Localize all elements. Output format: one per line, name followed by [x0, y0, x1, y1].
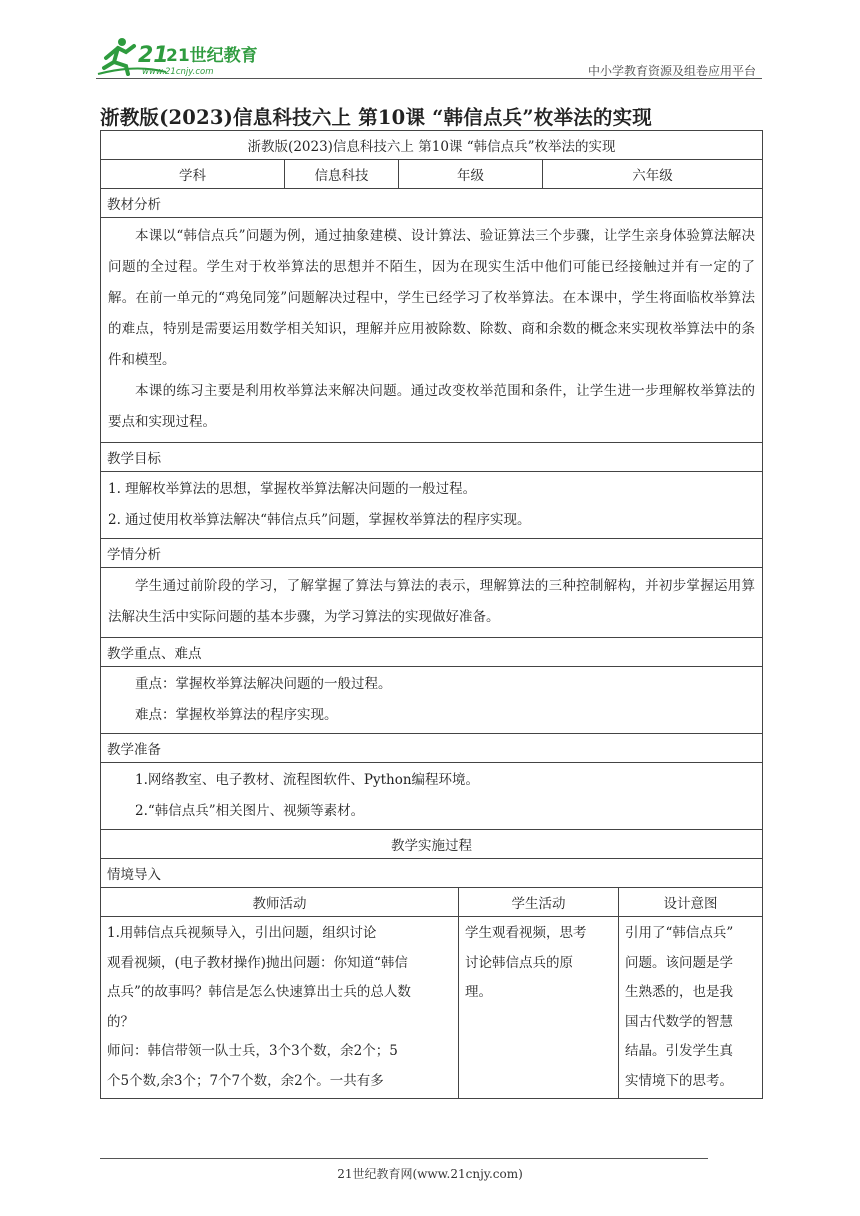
preparation-content	[101, 763, 763, 830]
document-title: 浙教版(2023)信息科技六上 第10课 “韩信点兵”枚举法的实现	[100, 106, 652, 129]
platform-name: 中小学教育资源及组卷应用平台	[587, 64, 756, 78]
section-heading-key-points: 教学重点、难点	[101, 638, 763, 667]
objective-item-2: 2. 通过使用枚举算法解决“韩信点兵”问题，掌握枚举算法的程序实现。	[108, 512, 531, 528]
textbook-paragraph-1: 本课以“韩信点兵”问题为例，通过抽象建模、设计算法、验证算法三个步骤，让学生亲身体验算法解决问题的全过程。学生对于枚举算法的思想并不陌生，因为在现实生活中他们可能已经接触过并有一定的了解。在前一单元的“鸡兔同笼”问题解决过程中，学生已经学习了枚举算法。在本课中，学生将面临枚举算法的难点，特别是需要运用数学相关知识，理解并应用被除数、除数、商和余数的概念来实现枚举算法中的条件和模型。	[108, 228, 756, 368]
lesson-plan-table	[100, 130, 763, 1099]
stage-heading: 情境导入	[101, 859, 763, 888]
teacher-line: 观看视频，(电子教材操作)抛出问题：你知道“韩信	[107, 954, 408, 971]
section-heading-objectives: 教学目标	[101, 443, 763, 472]
objective-item-1: 1. 理解枚举算法的思想，掌握枚举算法解决问题的一般过程。	[108, 481, 477, 497]
key-point: 重点：掌握枚举算法解决问题的一般过程。	[135, 676, 392, 692]
student-activity-cell	[459, 917, 619, 1099]
preparation-item-1: 1.网络教室、电子教材、流程图软件、Python编程环境。	[135, 772, 480, 788]
section-heading-preparation: 教学准备	[101, 734, 763, 763]
svg-text:21: 21	[138, 43, 169, 68]
footer-divider	[100, 1158, 708, 1159]
design-line: 国古代数学的智慧	[625, 1013, 733, 1030]
logo-url: www.21cnjy.com	[142, 67, 214, 77]
design-line: 引用了“韩信点兵”	[625, 925, 734, 941]
teacher-line: 的？	[107, 1013, 134, 1030]
teacher-line: 1.用韩信点兵视频导入，引出问题，组织讨论	[107, 925, 377, 941]
grade-value: 六年级	[543, 160, 763, 189]
column-header-teacher: 教师活动	[101, 888, 459, 917]
textbook-paragraph-2: 本课的练习主要是利用枚举算法来解决问题。通过改变枚举范围和条件，让学生进一步理解枚举算法的要点和实现过程。	[108, 383, 756, 430]
design-line: 实情境下的思考。	[625, 1072, 733, 1089]
teacher-line: 师问：韩信带领一队士兵，3个3个数，余2个；5	[107, 1043, 398, 1059]
student-line: 学生观看视频，思考	[465, 925, 587, 941]
student-line: 理。	[465, 984, 492, 1000]
grade-label: 年级	[399, 160, 543, 189]
student-analysis-paragraph: 学生通过前阶段的学习，了解掌握了算法与算法的表示，理解算法的三种控制解构，并初步掌握运用算法解决生活中实际问题的基本步骤，为学习算法的实现做好准备。	[108, 578, 756, 625]
header-divider	[96, 78, 762, 79]
preparation-item-2: 2.“韩信点兵”相关图片、视频等素材。	[135, 803, 365, 819]
design-line: 结晶。引发学生真	[625, 1043, 733, 1059]
design-line: 问题。该问题是学	[625, 954, 733, 971]
section-heading-textbook: 教材分析	[101, 189, 763, 218]
site-logo	[96, 34, 266, 78]
teacher-activity-cell	[101, 917, 459, 1099]
textbook-analysis-content	[101, 218, 763, 443]
design-line: 生熟悉的，也是我	[625, 984, 733, 1000]
table-title-row: 浙教版(2023)信息科技六上 第10课 “韩信点兵”枚举法的实现	[101, 131, 763, 160]
page-header	[96, 34, 762, 80]
column-header-student: 学生活动	[459, 888, 619, 917]
teacher-line: 点兵”的故事吗？韩信是怎么快速算出士兵的总人数	[107, 984, 411, 1000]
section-heading-process: 教学实施过程	[101, 830, 763, 859]
subject-label: 学科	[101, 160, 285, 189]
key-points-content	[101, 667, 763, 734]
objectives-content	[101, 472, 763, 539]
footer-text: 21世纪教育网(www.21cnjy.com)	[337, 1167, 523, 1181]
subject-value: 信息科技	[285, 160, 399, 189]
section-heading-student-analysis: 学情分析	[101, 539, 763, 568]
student-analysis-content	[101, 568, 763, 638]
difficult-point: 难点：掌握枚举算法的程序实现。	[135, 707, 338, 723]
teacher-line: 个5个数,余3个；7个7个数，余2个。一共有多	[107, 1072, 384, 1089]
column-header-design: 设计意图	[619, 888, 763, 917]
design-intent-cell	[619, 917, 763, 1099]
logo-text: 21世纪教育	[166, 46, 258, 66]
student-line: 讨论韩信点兵的原	[465, 954, 573, 971]
